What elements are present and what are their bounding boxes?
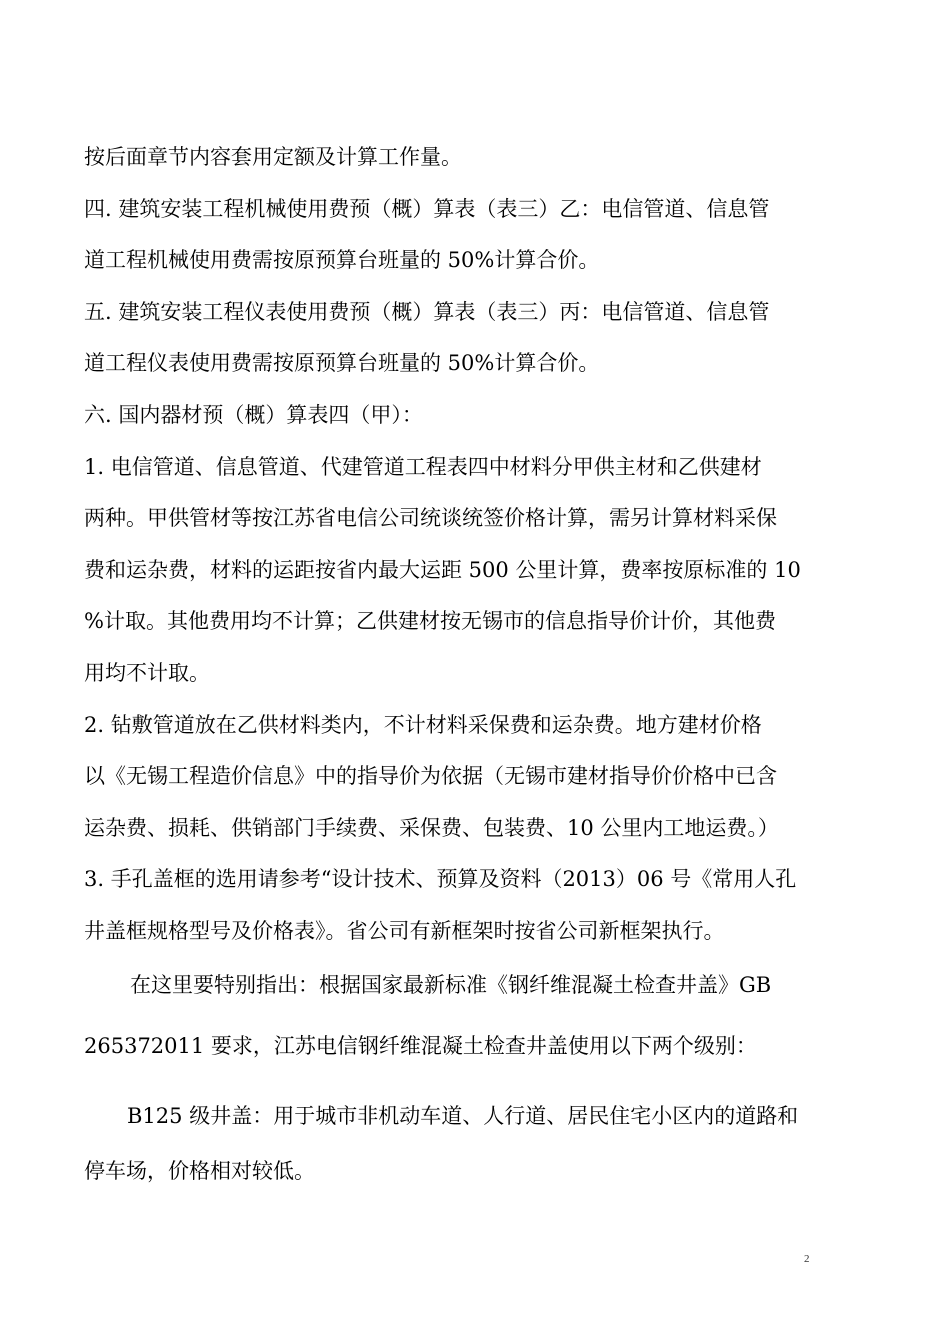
text-line-5: 道工程仪表使用费需按原预算台班量的 50%计算合价。 [84, 351, 600, 375]
text-line-20: 停车场，价格相对较低。 [84, 1159, 315, 1183]
text-line-11: 用均不计取。 [84, 661, 210, 685]
text-line-16: 井盖框规格型号及价格表》。省公司有新框架时按省公司新框架执行。 [84, 919, 725, 943]
text-line-4: 五. 建筑安装工程仪表使用费预（概）算表（表三）丙：电信管道、信息管 [84, 300, 770, 324]
text-line-9: 费和运杂费，材料的运距按省内最大运距 500 公里计算，费率按原标准的 10 [84, 558, 801, 582]
text-line-15: 3. 手孔盖框的选用请参考“设计技术、预算及资料（2013）06 号《常用人孔 [84, 867, 797, 891]
text-line-2: 四. 建筑安装工程机械使用费预（概）算表（表三）乙：电信管道、信息管 [84, 197, 770, 221]
text-line-10: %计取。其他费用均不计算；乙供建材按无锡市的信息指导价计价，其他费 [84, 609, 776, 633]
text-line-14: 运杂费、损耗、供销部门手续费、采保费、包装费、10 公里内工地运费。） [84, 816, 779, 840]
text-line-1: 按后面章节内容套用定额及计算工作量。 [84, 145, 462, 169]
text-line-6: 六. 国内器材预（概）算表四（甲）： [84, 403, 423, 427]
text-line-7: 1. 电信管道、信息管道、代建管道工程表四中材料分甲供主材和乙供建材 [84, 455, 762, 479]
text-line-12: 2. 钻敷管道放在乙供材料类内，不计材料采保费和运杂费。地方建材价格 [84, 713, 762, 737]
text-line-3: 道工程机械使用费需按原预算台班量的 50%计算合价。 [84, 248, 600, 272]
text-line-18: 265372011 要求，江苏电信钢纤维混凝土检查井盖使用以下两个级别： [84, 1034, 757, 1058]
text-line-19: B125 级井盖：用于城市非机动车道、人行道、居民住宅小区内的道路和 [127, 1104, 799, 1128]
text-line-8: 两种。甲供管材等按江苏省电信公司统谈统签价格计算，需另计算材料采保 [84, 506, 777, 530]
page-number: 2 [804, 1253, 810, 1265]
text-line-17: 在这里要特别指出：根据国家最新标准《钢纤维混凝土检查井盖》GB [130, 973, 772, 997]
text-line-13: 以《无锡工程造价信息》中的指导价为依据（无锡市建材指导价价格中已含 [84, 764, 777, 788]
